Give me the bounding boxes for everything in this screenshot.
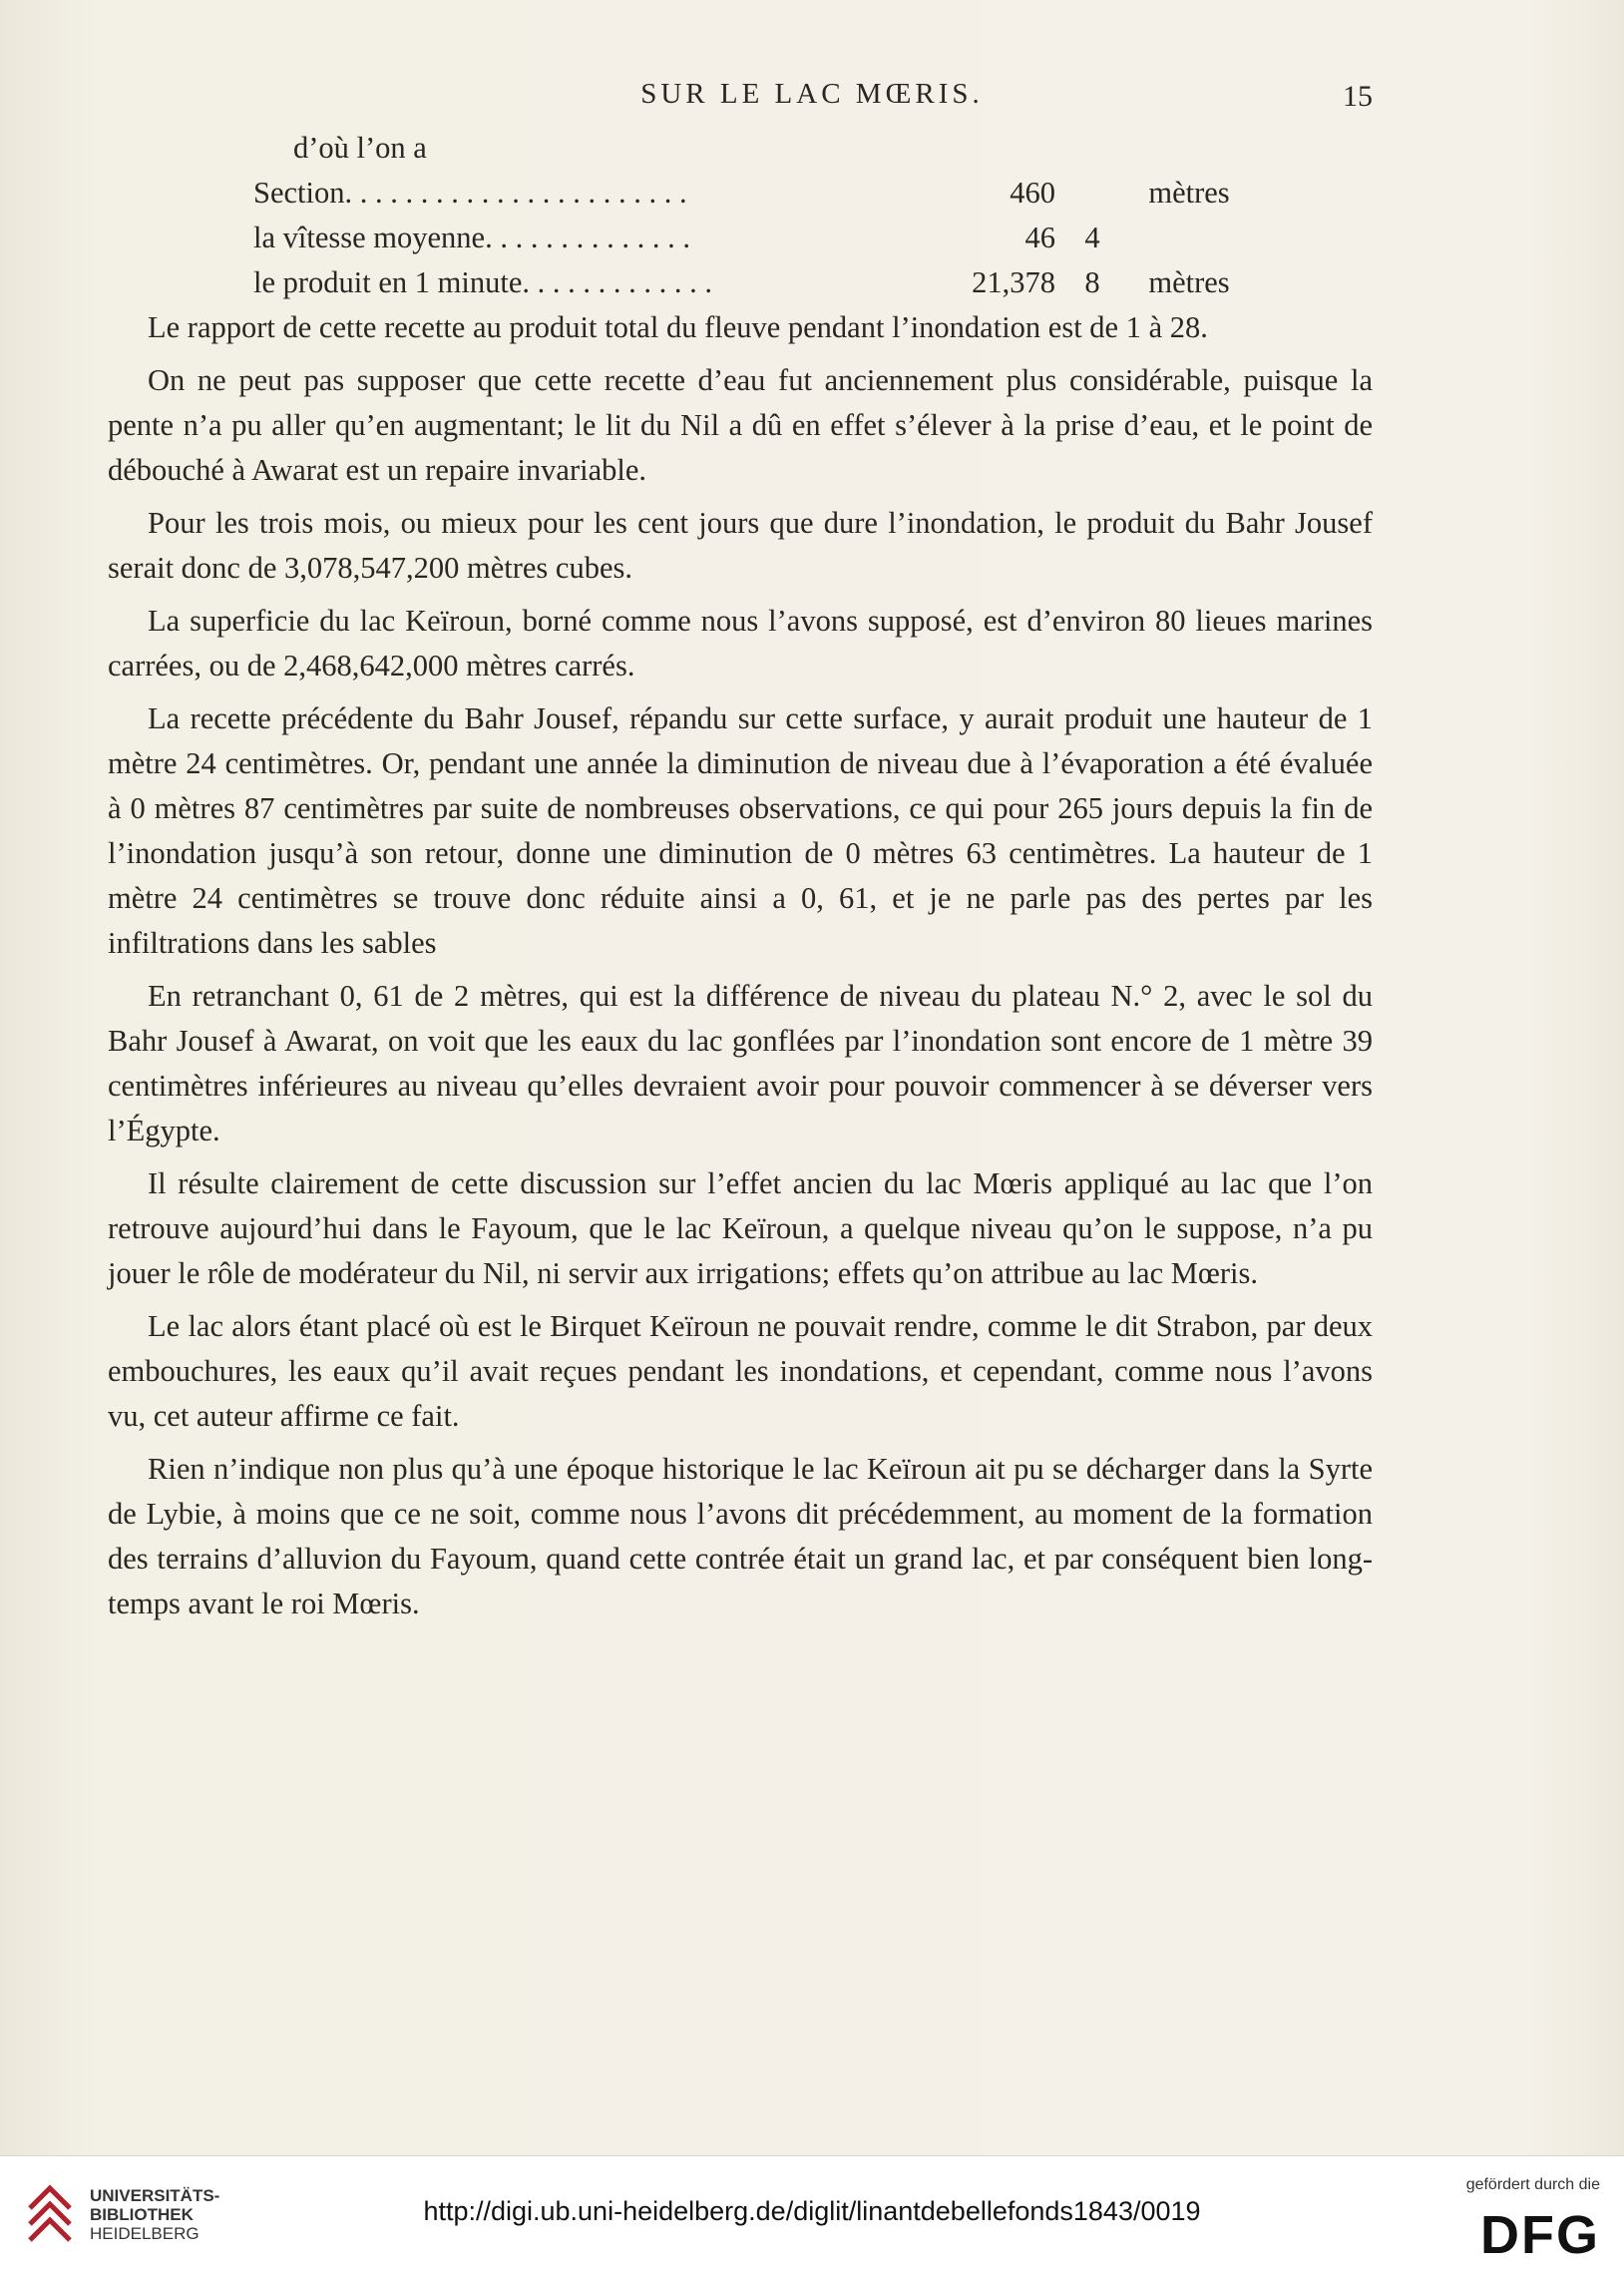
paragraph: Rien n’indique non plus qu’à une époque historique le lac Keïroun ait pu se décharger dans la Syrte de Lybie, à moins que ce ne soit, comme nous l’avons dit précédemment, au moment de la formation des terrains d’alluvion du Fayoum, quand cette contrée était un grand lac, et par conséquent bien long-temps avant le roi Mœris. xyxy=(108,1452,1373,1620)
viewer-footer xyxy=(0,2155,1624,2278)
page-body xyxy=(108,126,1373,1634)
table-row xyxy=(253,260,1363,305)
funder-text: gefördert durch die xyxy=(1465,2176,1600,2193)
library-name-line: BIBLIOTHEK xyxy=(90,2205,194,2224)
paragraph: On ne peut pas supposer que cette recette d’eau fut anciennement plus considérable, puisque la pente n’a pu aller qu’en augmentant; le lit du Nil a dû en effet s’élever à la prise d’eau, et le point de débouché à Awarat est un repaire invariable. xyxy=(108,363,1373,487)
table-row xyxy=(253,171,1363,216)
running-title: SUR LE LAC MŒRIS. xyxy=(640,78,984,110)
page-number: 15 xyxy=(1343,80,1373,113)
page-header xyxy=(0,78,1624,118)
dfg-logo: DFG xyxy=(1480,2205,1600,2265)
row-value: 21,378 xyxy=(972,265,1055,299)
table-row xyxy=(253,216,1363,260)
row-subvalue: 8 xyxy=(1084,265,1100,299)
paragraph: La recette précédente du Bahr Jousef, répandu sur cette surface, y aurait produit une hauteur de 1 mètre 24 centimètres. Or, pendant une année la diminution de niveau due à l’évaporation a été évaluée à 0 mètres 87 centimètres par suite de nombreuses observations, ce qui pour 265 jours depuis la fin de l’inondation jusqu’à son retour, donne une diminution de 0 mètres 63 centimètres. La hauteur de 1 mètre 24 centimètres se trouve donc réduite ainsi a 0, 61, et je ne parle pas des pertes par les infiltrations dans les sables xyxy=(108,701,1373,960)
paragraph: Il résulte clairement de cette discussion sur l’effet ancien du lac Mœris appliqué au lac que l’on retrouve aujourd’hui dans le Fayoum, que le lac Keïroun, a quelque niveau qu’on le suppose, n’a pu jouer le rôle de modérateur du Nil, ni servir aux irrigations; effets qu’on attribue au lac Mœris. xyxy=(108,1166,1373,1290)
measurement-table xyxy=(253,171,1363,305)
row-label: la vîtesse moyenne. . . . . . . . . . . . . . xyxy=(253,221,690,254)
row-label: le produit en 1 minute. . . . . . . . . . . . . xyxy=(253,265,712,299)
library-name-line: HEIDELBERG xyxy=(90,2224,200,2243)
row-value: 46 xyxy=(1024,221,1055,254)
permalink-url[interactable]: http://digi.ub.uni-heidelberg.de/diglit/linantdebellefonds1843/0019 xyxy=(423,2196,1201,2226)
paragraph: Le rapport de cette recette au produit total du fleuve pendant l’inondation est de 1 à 28. xyxy=(148,310,1208,344)
paragraph: Le lac alors étant placé où est le Birquet Keïroun ne pouvait rendre, comme le dit Strabon, par deux embouchures, les eaux qu’il avait reçues pendant les inondations, et cependant, comme nous l’avons vu, cet auteur affirme ce fait. xyxy=(108,1309,1373,1433)
intro-line: d’où l’on a xyxy=(293,131,427,165)
paragraph: En retranchant 0, 61 de 2 mètres, qui est la différence de niveau du plateau N.° 2, avec le sol du Bahr Jousef à Awarat, on voit que les eaux du lac gonflées par l’inondation sont encore de 1 mètre 39 centimètres inférieures au niveau qu’elles devraient avoir pour pouvoir commencer à se déverser vers l’Égypte. xyxy=(108,979,1373,1147)
row-value: 460 xyxy=(1010,176,1055,210)
row-unit: mètres xyxy=(1148,176,1230,210)
paragraph: La superficie du lac Keïroun, borné comme nous l’avons supposé, est d’environ 80 lieues marines carrées, ou de 2,468,642,000 mètres carrés. xyxy=(108,604,1373,683)
row-label: Section. . . . . . . . . . . . . . . . . . . . . . . xyxy=(253,176,687,210)
library-name-line: UNIVERSITÄTS- xyxy=(90,2186,220,2205)
row-unit: mètres xyxy=(1148,265,1230,299)
row-subvalue: 4 xyxy=(1084,221,1100,254)
paragraph: Pour les trois mois, ou mieux pour les cent jours que dure l’inondation, le produit du Bahr Jousef serait donc de 3,078,547,200 mètres cubes. xyxy=(108,506,1373,585)
